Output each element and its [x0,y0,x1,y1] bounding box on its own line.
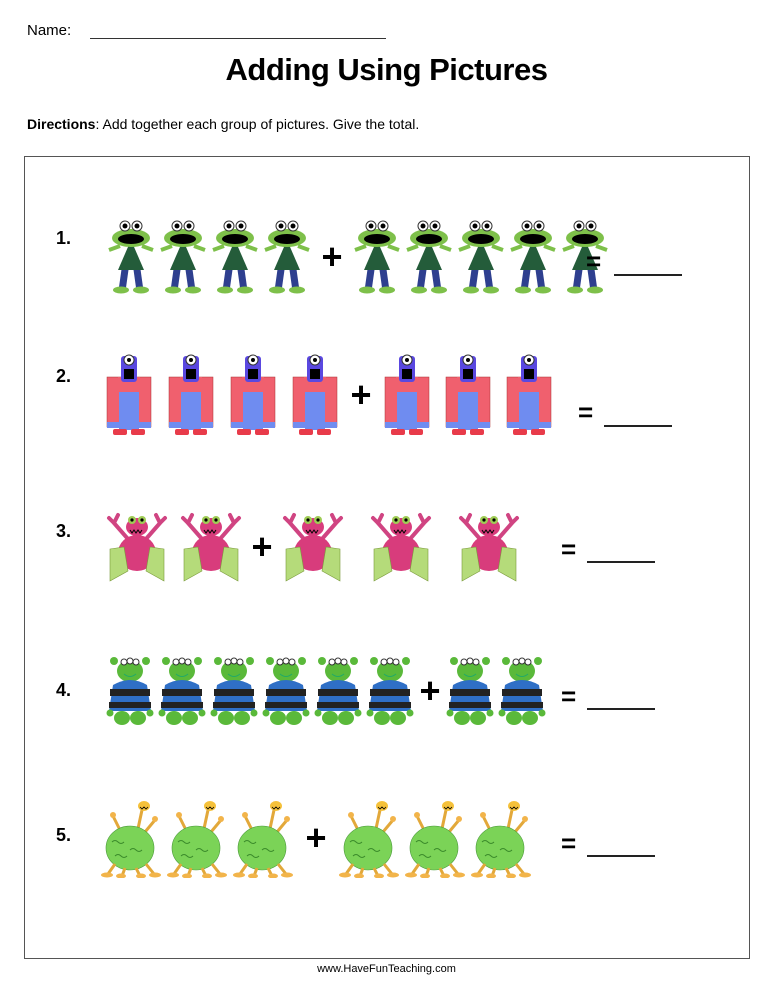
right-group [445,655,547,727]
frog-monster-picture [560,218,610,296]
answer-line[interactable] [604,425,672,427]
name-field[interactable] [90,38,386,39]
plus-sign: + [321,236,343,277]
striped-monster-picture [261,655,311,727]
frog-monster-picture [456,218,506,296]
bug-monster-picture [166,798,228,878]
bug-monster-picture [404,798,466,878]
right-group [282,509,520,585]
striped-monster-picture [313,655,363,727]
directions [27,116,419,132]
plus-sign: + [350,373,372,415]
cyclops-monster-picture [166,352,216,437]
frog-monster-picture [262,218,312,296]
bug-monster-picture [100,798,162,878]
plus-sign: + [251,526,273,567]
left-group [100,798,294,878]
answer-line[interactable] [614,274,682,276]
frog-monster-picture [106,218,156,296]
striped-monster-picture [209,655,259,727]
frog-monster-picture [508,218,558,296]
left-group [106,509,242,585]
problem-5-pictures [100,798,532,878]
left-group [105,655,415,727]
striped-monster-picture [105,655,155,727]
problem-3-pictures [106,509,520,585]
pink-monster-picture [370,509,432,585]
right-group [382,352,554,437]
problem-number: 3. [56,521,72,541]
right-group [352,218,610,296]
problem-number: 1. [56,228,72,248]
pink-monster-picture [180,509,242,585]
problem-4-pictures [105,655,547,727]
frog-monster-picture [158,218,208,296]
cyclops-monster-picture [104,352,154,437]
cyclops-monster-picture [443,352,493,437]
answer-line[interactable] [587,561,655,563]
striped-monster-picture [497,655,547,727]
equals-sign: = [561,534,577,564]
striped-monster-picture [445,655,495,727]
bug-monster-picture [470,798,532,878]
right-group [338,798,532,878]
problem-1-pictures [106,218,610,296]
pink-monster-picture [458,509,520,585]
directions-text: : Add together each group of pictures. Give the total. [95,116,420,132]
page-title: Adding Using Pictures [225,52,548,87]
plus-sign: + [305,817,327,858]
cyclops-monster-picture [228,352,278,437]
frog-monster-picture [404,218,454,296]
bug-monster-picture [232,798,294,878]
pink-monster-picture [106,509,168,585]
equals-sign: = [561,828,577,858]
problem-number: 2. [56,366,72,386]
bug-monster-picture [338,798,400,878]
name-label: Name: [27,22,72,39]
frog-monster-picture [352,218,402,296]
equals-sign: = [561,681,577,711]
frog-monster-picture [210,218,260,296]
footer-url: www.HaveFunTeaching.com [317,963,456,975]
cyclops-monster-picture [504,352,554,437]
plus-sign: + [419,670,441,711]
problem-number: 4. [56,680,72,700]
answer-line[interactable] [587,708,655,710]
cyclops-monster-picture [290,352,340,437]
equals-sign: = [586,246,602,276]
striped-monster-picture [157,655,207,727]
striped-monster-picture [365,655,415,727]
left-group [104,352,340,437]
left-group [106,218,312,296]
directions-label: Directions [27,116,96,132]
pink-monster-picture [282,509,344,585]
equals-sign: = [578,397,594,427]
problem-2-pictures [104,352,554,437]
answer-line[interactable] [587,855,655,857]
problem-number: 5. [56,825,72,845]
cyclops-monster-picture [382,352,432,437]
